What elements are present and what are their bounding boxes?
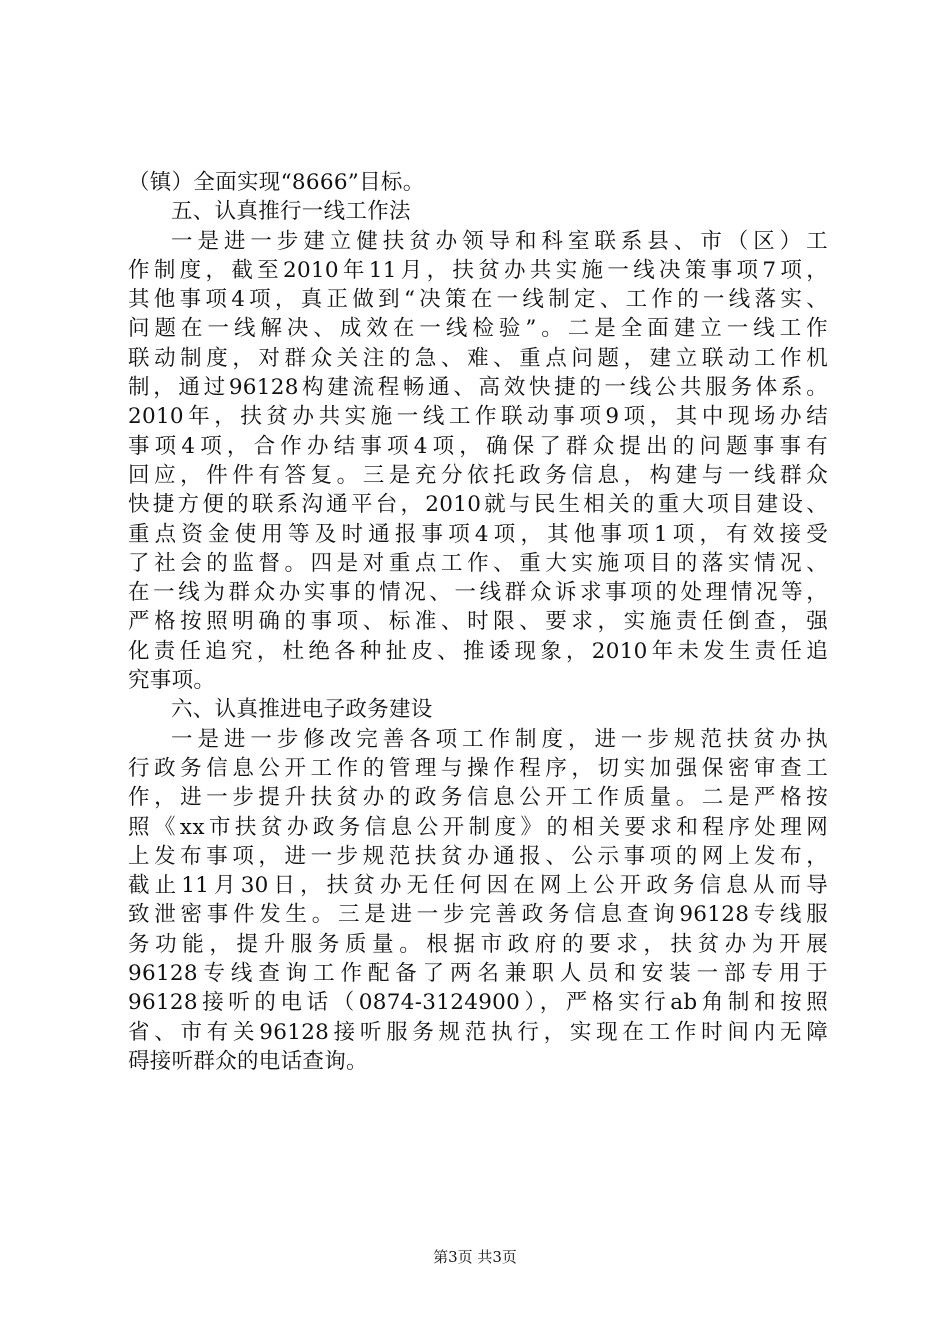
document-body bbox=[128, 168, 828, 1076]
paragraph-line: 联动制度，对群众关注的急、难、重点问题，建立联动工作机 bbox=[128, 345, 828, 371]
paragraph-line: 制，通过96128构建流程畅通、高效快捷的一线公共服务体系。 bbox=[128, 375, 828, 401]
paragraph-line: 照《xx市扶贫办政务信息公开制度》的相关要求和程序处理网 bbox=[128, 814, 828, 840]
paragraph-line: 96128接听的电话（0874-3124900），严格实行ab角制和按照 bbox=[128, 990, 828, 1016]
paragraph-line: （镇）全面实现“8666”目标。 bbox=[128, 170, 425, 195]
paragraph-line: 回应，件件有答复。三是充分依托政务信息，构建与一线群众 bbox=[128, 462, 828, 488]
paragraph-line: 在一线为群众办实事的情况、一线群众诉求事项的处理情况等， bbox=[128, 580, 828, 606]
paragraph-line: 作，进一步提升扶贫办的政务信息公开工作质量。二是严格按 bbox=[128, 785, 828, 811]
section-heading: 五、认真推行一线工作法 bbox=[171, 199, 411, 225]
paragraph-line: 快捷方便的联系沟通平台，2010就与民生相关的重大项目建设、 bbox=[128, 492, 828, 518]
paragraph-line: 一是进一步修改完善各项工作制度，进一步规范扶贫办执 bbox=[171, 726, 828, 752]
paragraph-line: 了社会的监督。四是对重点工作、重大实施项目的落实情况、 bbox=[128, 550, 828, 576]
paragraph-line: 一是进一步建立健扶贫办领导和科室联系县、市（区）工 bbox=[171, 228, 828, 254]
paragraph-line: 行政务信息公开工作的管理与操作程序，切实加强保密审查工 bbox=[128, 755, 828, 781]
paragraph-line: 截止11月30日，扶贫办无任何因在网上公开政务信息从而导 bbox=[128, 873, 828, 899]
page-footer: 第3页 共3页 bbox=[433, 1248, 517, 1266]
paragraph-line: 2010年，扶贫办共实施一线工作联动事项9项，其中现场办结 bbox=[128, 404, 828, 430]
paragraph-line: 96128专线查询工作配备了两名兼职人员和安装一部专用于 bbox=[128, 961, 828, 987]
paragraph-line: 究事项。 bbox=[128, 668, 216, 694]
paragraph-line: 上发布事项，进一步规范扶贫办通报、公示事项的网上发布， bbox=[128, 843, 828, 869]
paragraph-line: 省、市有关96128接听服务规范执行，实现在工作时间内无障 bbox=[128, 1019, 828, 1045]
paragraph-line: 问题在一线解决、成效在一线检验”。二是全面建立一线工作 bbox=[128, 316, 828, 342]
paragraph-line: 其他事项4项，真正做到“决策在一线制定、工作的一线落实、 bbox=[128, 287, 828, 313]
paragraph-line: 事项4项，合作办结事项4项，确保了群众提出的问题事事有 bbox=[128, 433, 828, 459]
paragraph-line: 重点资金使用等及时通报事项4项，其他事项1项，有效接受 bbox=[128, 521, 828, 547]
paragraph-line: 作制度，截至2010年11月，扶贫办共实施一线决策事项7项， bbox=[128, 257, 828, 283]
paragraph-line: 务功能，提升服务质量。根据市政府的要求，扶贫办为开展 bbox=[128, 931, 828, 957]
paragraph-line: 严格按照明确的事项、标准、时限、要求，实施责任倒查，强 bbox=[128, 609, 828, 635]
paragraph-line: 致泄密事件发生。三是进一步完善政务信息查询96128专线服 bbox=[128, 902, 828, 928]
section-heading: 六、认真推进电子政务建设 bbox=[171, 697, 433, 723]
paragraph-line: 化责任追究，杜绝各种扯皮、推诿现象，2010年未发生责任追 bbox=[128, 638, 828, 664]
paragraph-line: 碍接听群众的电话查询。 bbox=[128, 1048, 368, 1074]
